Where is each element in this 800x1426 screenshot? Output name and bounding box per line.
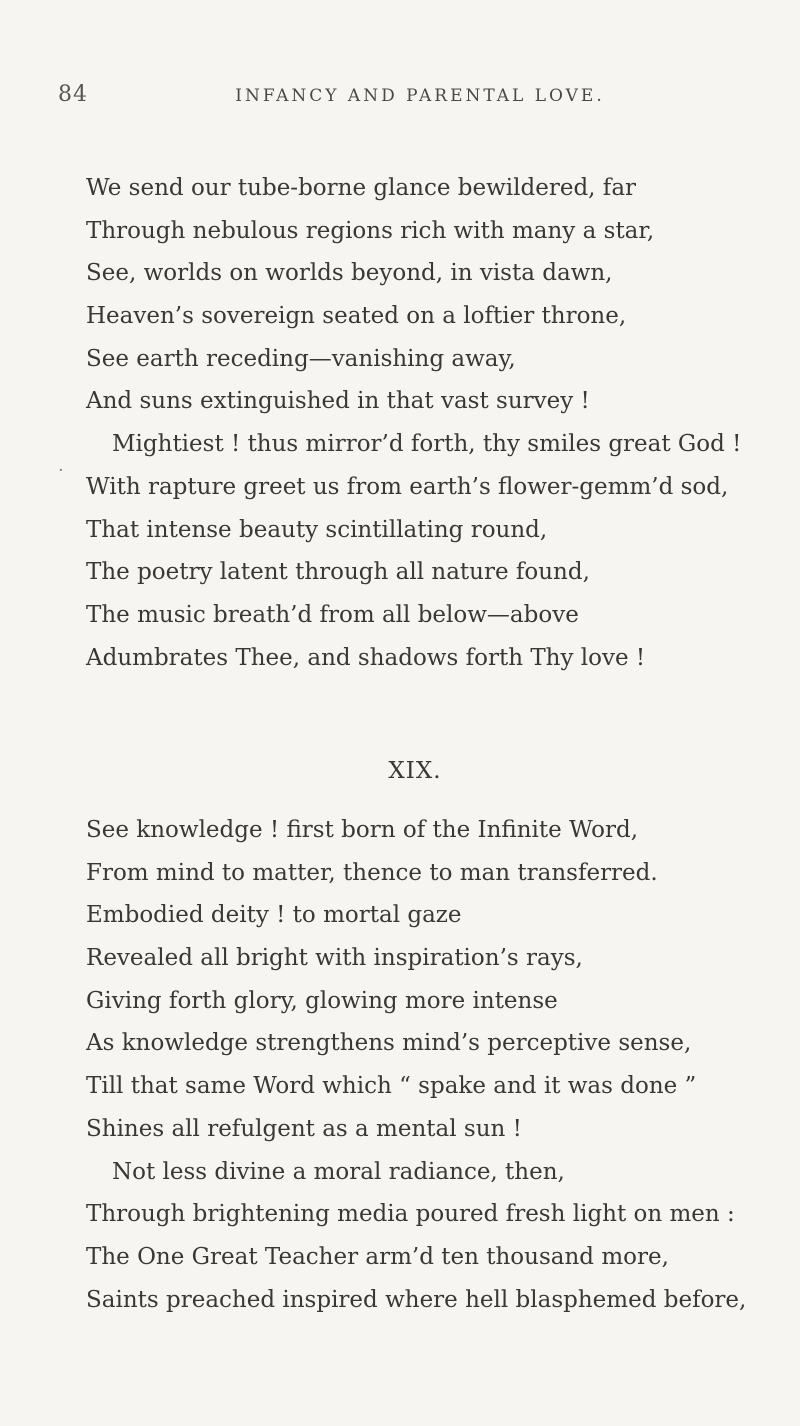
- stanza-bottom: [86, 809, 786, 1321]
- verse-line: Not less divine a moral radiance, then,: [112, 1158, 565, 1185]
- verse-line: And suns extinguished in that vast survey !: [86, 388, 590, 415]
- verse-line: The One Great Teacher arm’d ten thousand more,: [86, 1243, 669, 1270]
- verse-line: See, worlds on worlds beyond, in vista dawn,: [86, 260, 613, 287]
- verse-line: With rapture greet us from earth’s flower-gemm’d sod,: [86, 473, 729, 500]
- margin-mark: ·: [58, 460, 64, 481]
- verse-line: Mightiest ! thus mirror’d forth, thy smiles great God !: [112, 431, 742, 458]
- verse-line: Till that same Word which “ spake and it was done ”: [86, 1073, 697, 1100]
- verse-line: Through nebulous regions rich with many a star,: [86, 217, 655, 244]
- verse-line: Saints preached inspired where hell blasphemed before,: [86, 1286, 747, 1313]
- verse-line: That intense beauty scintillating round,: [86, 516, 548, 543]
- verse-line: See knowledge ! first born of the Infinite Word,: [86, 817, 639, 843]
- stanza-top: [86, 167, 786, 679]
- verse-line: The music breath’d from all below—above: [86, 601, 579, 628]
- verse-line: Heaven’s sovereign seated on a loftier throne,: [86, 303, 627, 330]
- verse-line: Adumbrates Thee, and shadows forth Thy love !: [86, 644, 646, 671]
- verse-line: Shines all refulgent as a mental sun !: [86, 1115, 522, 1142]
- verse-line: From mind to matter, thence to man transferred.: [86, 859, 658, 886]
- verse-line: The poetry latent through all nature found,: [86, 559, 590, 586]
- verse-line: Revealed all bright with inspiration’s rays,: [86, 945, 583, 972]
- running-head: INFANCY AND PARENTAL LOVE.: [235, 86, 605, 106]
- page-number: 84: [58, 82, 88, 107]
- section-heading: XIX.: [388, 758, 442, 784]
- verse-line: As knowledge strengthens mind’s perceptive sense,: [86, 1030, 692, 1057]
- verse-line: Embodied deity ! to mortal gaze: [86, 902, 462, 929]
- verse-line: Through brightening media poured fresh light on men :: [86, 1201, 735, 1228]
- verse-line: Giving forth glory, glowing more intense: [86, 987, 558, 1014]
- verse-line: We send our tube-borne glance bewildered, far: [86, 175, 637, 201]
- verse-line: See earth receding—vanishing away,: [86, 345, 516, 372]
